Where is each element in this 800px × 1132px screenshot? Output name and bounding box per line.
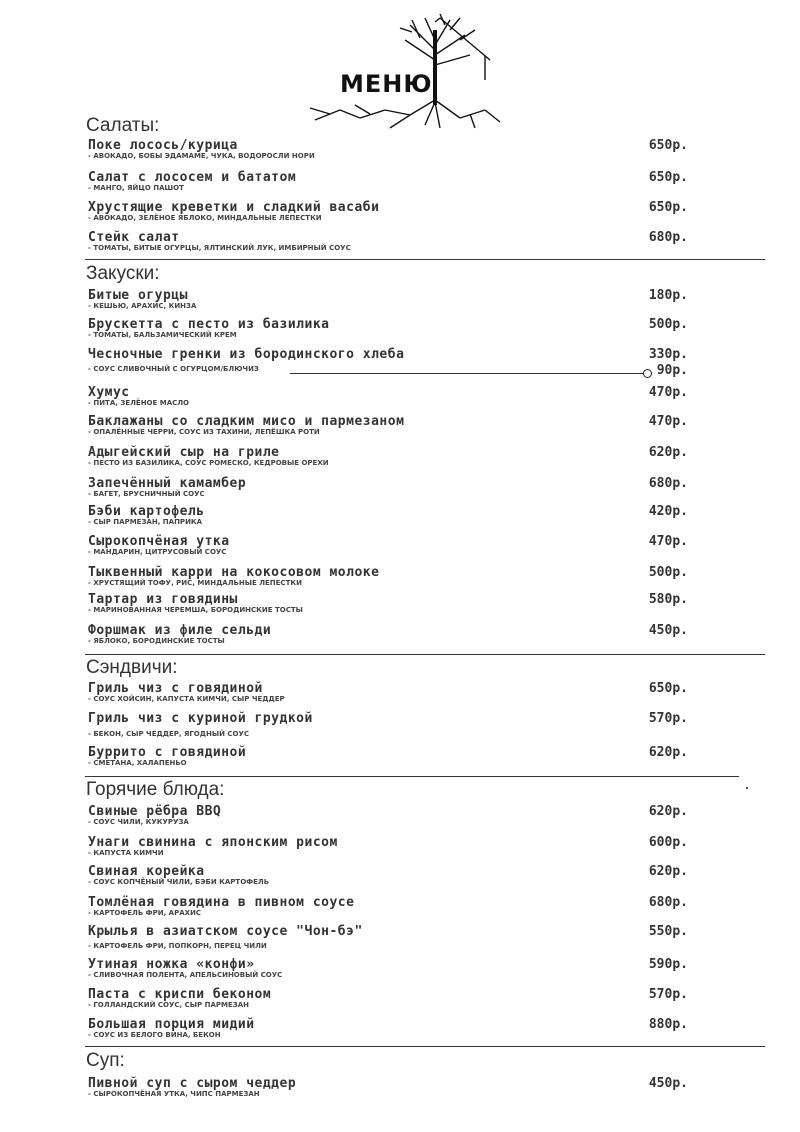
stray-dot	[746, 787, 748, 789]
item-name: Баклажаны со сладким мисо и пармезаном	[88, 414, 405, 429]
price-leader-dot-icon	[643, 369, 652, 378]
menu-item	[88, 534, 688, 556]
item-name: Салат с лососем и бататом	[88, 170, 297, 185]
item-price: 450р.	[648, 1076, 688, 1091]
item-name: Чесночные гренки из бородинского хлеба	[88, 347, 405, 362]
item-name: Тартар из говядины	[88, 592, 238, 607]
item-desc: - СМЕТАНА, ХАЛАПЕНЬО	[88, 759, 187, 767]
item-price: 90р.	[656, 363, 688, 378]
menu-item	[88, 288, 688, 310]
item-name: Большая порция мидий	[88, 1017, 255, 1032]
menu-item	[88, 504, 688, 526]
menu-item	[88, 1076, 688, 1098]
menu-item	[88, 681, 688, 703]
menu-item	[88, 200, 688, 222]
menu-item	[88, 230, 688, 252]
section-title: Горячие блюда:	[86, 779, 225, 800]
item-name: Гриль чиз с куриной грудкой	[88, 711, 313, 726]
item-price: 470р.	[648, 414, 688, 429]
section-title: Салаты:	[86, 115, 160, 136]
item-price: 450р.	[648, 623, 688, 638]
item-price: 620р.	[648, 864, 688, 879]
menu-item	[88, 317, 688, 339]
item-desc: - ТОМАТЫ, БАЛЬЗАМИЧЕСКИЙ КРЕМ	[88, 331, 237, 339]
menu-item	[88, 835, 688, 857]
item-price: 880р.	[648, 1017, 688, 1032]
section-soup	[86, 1050, 125, 1072]
item-price: 500р.	[648, 317, 688, 332]
item-desc: - КАПУСТА КИМЧИ	[88, 849, 164, 857]
item-price: 470р.	[648, 385, 688, 400]
item-desc: - СОУС СЛИВОЧНЫЙ С ОГУРЦОМ/БЛЮЧИЗ	[88, 365, 259, 373]
item-desc: - АВОКАДО, БОБЫ ЭДАМАМЕ, ЧУКА, ВОДОРОСЛИ НОРИ	[88, 152, 315, 160]
item-name: Бэби картофель	[88, 504, 205, 519]
item-desc: - СОУС ИЗ БЕЛОГО ВИНА, БЕКОН	[88, 1031, 221, 1039]
section-divider	[85, 776, 739, 777]
item-price: 680р.	[648, 476, 688, 491]
section-divider	[85, 1046, 765, 1047]
menu-item	[88, 385, 688, 407]
menu-item	[88, 745, 688, 767]
item-desc: - КАРТОФЕЛЬ ФРИ, ПОПКОРН, ПЕРЕЦ ЧИЛИ	[88, 942, 267, 950]
section-title: Сэндвичи:	[86, 657, 178, 678]
item-name: Томлёная говядина в пивном соусе	[88, 895, 355, 910]
menu-item	[88, 804, 688, 826]
menu-item	[88, 445, 688, 467]
item-desc: - СОУС КОПЧЁНЫЙ ЧИЛИ, БЭБИ КАРТОФЕЛЬ	[88, 878, 270, 886]
item-desc: - КЕШЬЮ, АРАХИС, КИНЗА	[88, 302, 197, 310]
item-price: 650р.	[648, 170, 688, 185]
item-name: Тыквенный карри на кокосовом молоке	[88, 565, 380, 580]
section-hot-dishes	[86, 779, 224, 801]
item-name: Хумус	[88, 385, 130, 400]
item-desc: - ПИТА, ЗЕЛЁНОЕ МАСЛО	[88, 399, 190, 407]
item-name: Гриль чиз с говядиной	[88, 681, 263, 696]
item-name: Брускетта с песто из базилика	[88, 317, 330, 332]
item-name: Хрустящие креветки и сладкий васаби	[88, 200, 380, 215]
item-price: 180р.	[648, 288, 688, 303]
menu-item	[88, 957, 688, 979]
item-price: 650р.	[648, 200, 688, 215]
item-name: Свиная корейка	[88, 864, 205, 879]
menu-item	[88, 987, 688, 1009]
item-price: 680р.	[648, 895, 688, 910]
item-price: 590р.	[648, 957, 688, 972]
item-desc: - БЕКОН, СЫР ЧЕДДЕР, ЯГОДНЫЙ СОУС	[88, 730, 250, 738]
item-price: 330р.	[648, 347, 688, 362]
item-name: Стейк салат	[88, 230, 180, 245]
menu-item	[88, 864, 688, 886]
menu-item	[88, 623, 688, 645]
section-title: Закуски:	[86, 263, 160, 284]
menu-item	[88, 592, 688, 614]
item-name: Буррито с говядиной	[88, 745, 247, 760]
item-name: Поке лосось/курица	[88, 138, 238, 153]
item-name: Битые огурцы	[88, 288, 188, 303]
price-leader-line	[290, 373, 644, 374]
item-price: 570р.	[648, 987, 688, 1002]
item-price: 620р.	[648, 745, 688, 760]
item-price: 420р.	[648, 504, 688, 519]
item-price: 570р.	[648, 711, 688, 726]
item-price: 680р.	[648, 230, 688, 245]
menu-item	[88, 138, 688, 160]
item-price: 620р.	[648, 445, 688, 460]
section-sandwiches	[86, 657, 178, 679]
item-name: Унаги свинина с японским рисом	[88, 835, 338, 850]
menu-item	[88, 170, 688, 192]
item-desc: - ХРУСТЯЩИЙ ТОФУ, РИС, МИНДАЛЬНЫЕ ЛЕПЕСТКИ	[88, 579, 302, 587]
item-price: 620р.	[648, 804, 688, 819]
menu-item-addon	[88, 363, 688, 378]
item-price: 650р.	[648, 138, 688, 153]
section-salads	[86, 115, 159, 137]
item-price: 650р.	[648, 681, 688, 696]
item-desc: - БАГЕТ, БРУСНИЧНЫЙ СОУС	[88, 490, 205, 498]
section-divider	[85, 259, 765, 260]
item-name: Сырокопчёная утка	[88, 534, 230, 549]
item-price: 470р.	[648, 534, 688, 549]
section-title: Суп:	[86, 1050, 125, 1071]
menu-item	[88, 565, 688, 587]
item-desc: - МАНДАРИН, ЦИТРУСОВЫЙ СОУС	[88, 548, 227, 556]
item-desc: - СОУС ХОЙСИН, КАПУСТА КИМЧИ, СЫР ЧЕДДЕР	[88, 695, 285, 703]
item-desc: - ГОЛЛАНДСКИЙ СОУС, СЫР ПАРМЕЗАН	[88, 1001, 249, 1009]
item-desc: - МАНГО, ЯЙЦО ПАШОТ	[88, 184, 184, 192]
section-divider	[85, 654, 765, 655]
item-name: Свиные рёбра BBQ	[88, 804, 222, 819]
menu-item	[88, 347, 688, 362]
menu-item	[88, 1017, 688, 1039]
menu-item	[88, 711, 688, 738]
item-desc: - СЛИВОЧНАЯ ПОЛЕНТА, АПЕЛЬСИНОВЫЙ СОУС	[88, 971, 283, 979]
item-desc: - ПЕСТО ИЗ БАЗИЛИКА, СОУС РОМЕСКО, КЕДРОВЫЕ ОРЕХИ	[88, 459, 329, 467]
item-desc: - СОУС ЧИЛИ, КУКУРУЗА	[88, 818, 189, 826]
page-title: МЕНЮ	[340, 70, 433, 98]
item-desc: - МАРИНОВАННАЯ ЧЕРЕМША, БОРОДИНСКИЕ ТОСТЫ	[88, 606, 303, 614]
item-price: 550р.	[648, 924, 688, 939]
item-price: 580р.	[648, 592, 688, 607]
item-name: Запечённый камамбер	[88, 476, 247, 491]
item-name: Форшмак из филе сельди	[88, 623, 272, 638]
item-name: Крылья в азиатском соусе "Чон-бэ"	[88, 924, 363, 939]
menu-item	[88, 895, 688, 917]
item-name: Утиная ножка «конфи»	[88, 957, 255, 972]
item-desc: - СЫРОКОПЧЁНАЯ УТКА, ЧИПС ПАРМЕЗАН	[88, 1090, 260, 1098]
item-name: Адыгейский сыр на гриле	[88, 445, 280, 460]
menu-item	[88, 924, 688, 950]
item-price: 500р.	[648, 565, 688, 580]
section-snacks	[86, 263, 160, 285]
item-name: Паста с криспи беконом	[88, 987, 272, 1002]
menu-item	[88, 476, 688, 498]
item-name: Пивной суп с сыром чеддер	[88, 1076, 297, 1091]
menu-item	[88, 414, 688, 436]
item-desc: - ЯБЛОКО, БОРОДИНСКИЕ ТОСТЫ	[88, 637, 225, 645]
item-desc: - ОПАЛЁННЫЕ ЧЕРРИ, СОУС ИЗ ТАХИНИ, ЛЕПЁШКА РОТИ	[88, 428, 320, 436]
item-desc: - КАРТОФЕЛЬ ФРИ, АРАХИС	[88, 909, 202, 917]
item-price: 600р.	[648, 835, 688, 850]
item-desc: - ТОМАТЫ, БИТЫЕ ОГУРЦЫ, ЯЛТИНСКИЙ ЛУК, ИМБИРНЫЙ СОУС	[88, 244, 351, 252]
item-desc: - АВОКАДО, ЗЕЛЁНОЕ ЯБЛОКО, МИНДАЛЬНЫЕ ЛЕПЕСТКИ	[88, 214, 322, 222]
item-desc: - СЫР ПАРМЕЗАН, ПАПРИКА	[88, 518, 203, 526]
